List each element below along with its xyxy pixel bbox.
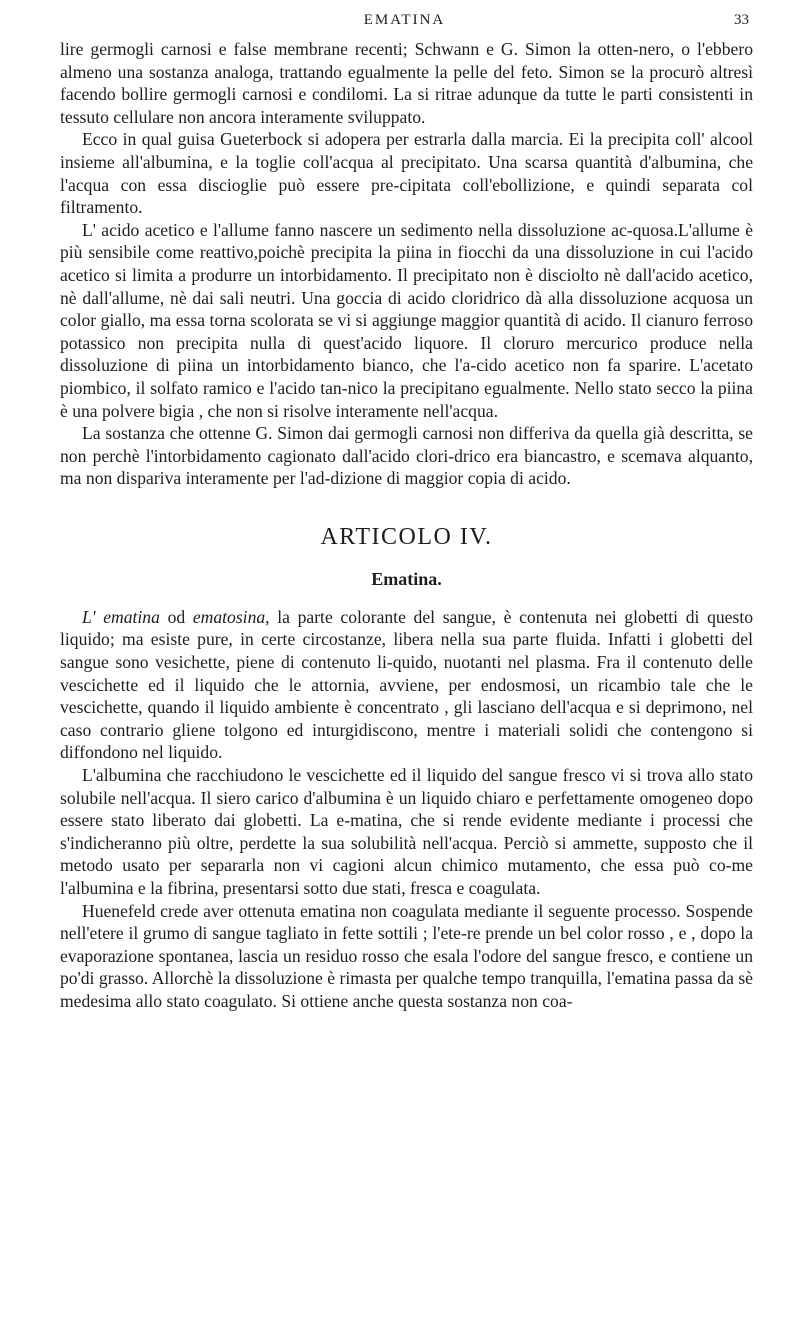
intro-rest: , la parte colorante del sangue, è contenuta nei globetti di questo liquido; ma esiste pure, in certe circostanze, libera nella sua parte fluida. Infatti i globetti del sangue sono vesichette, piene di contenuto li-quido, nuotanti nel plasma. Fra il contenuto delle vescichette ed il liquido che le attornia, avviene, per endosmosi, un ricambio tale che le vescichette, quando il liquido ambiente è concentrato , gli lasciano dell'acqua e si deprimono, nel caso contrario gliene tolgono ed inturgidiscono, mentre i materiali solidi che contengono si diffondono nel liquido. <box>60 606 753 763</box>
page-number: 33 <box>734 12 749 28</box>
paragraph-gueterbock: Ecco in qual guisa Gueterbock si adopera per estrarla dalla marcia. Ei la precipita coll' alcool insieme all'albumina, e la toglie coll'acqua al precipitato. Una scarsa quantità d'albumina, che l'acqua con essa discioglie può essere pre-cipitata coll'ebollizione, e quindi separata col filtramento. <box>60 129 753 218</box>
paragraph-ematina-intro <box>60 606 753 764</box>
paragraph-continued: lire germogli carnosi e false membrane recenti; Schwann e G. Simon la otten-nero, o l'ebbero almeno una sostanza analoga, trattando egualmente la pelle del feto. Simon se la procurò altresì facendo bollire germogli carnosi e condilomi. La si ritrae adunque da tutte le parti consistenti in tessuto cellulare non ancora interamente sviluppato. <box>60 39 753 127</box>
term-ematosina: ematosina <box>192 606 266 627</box>
paragraph-huenefeld: Huenefeld crede aver ottenuta ematina non coagulata mediante il seguente processo. Sospende nell'etere il grumo di sangue tagliato in fette sottili ; l'ete-re prende un bel color rosso , e , dopo la evaporazione spontanea, lascia un residuo rosso che esala l'odore del sangue fresco, e contiene un po'di grasso. Allorchè la dissoluzione è rimasta per qualche tempo tranquilla, l'ematina passa da sè medesima allo stato coagulato. Si ottiene anche questa sostanza non coa- <box>60 900 753 1011</box>
page-header <box>60 12 749 36</box>
article-subtitle: Ematina. <box>371 568 442 589</box>
term-ematina: L' ematina <box>82 606 160 627</box>
article-heading: ARTICOLO IV. <box>320 523 493 550</box>
paragraph-acido-acetico: L' acido acetico e l'allume fanno nascere un sedimento nella dissoluzione ac-quosa.L'allume è più sensibile come reattivo,poichè precipita la piina in fiocchi da una dissoluzione in cui l'acido acetico si limita a produrre un intorbidamento. Il precipitato non è disciolto nè dall'acido acetico, nè dall'allume, nè dai sali neutri. Una goccia di acido cloridrico dà alla dissoluzione acquosa un color giallo, ma essa torna scolorata se vi si aggiunge maggior quantità di acido. Il cianuro ferroso potassico non precipita nulla di quest'acido liquore. Il cloruro mercurico produce nella dissoluzione di piina un intorbidamento bianco, che l'a-cido acetico non fa sparire. L'acetato piombico, il solfato ramico e l'acido tan-nico la precipitano egualmente. Nello stato secco la piina è una polvere bigia , che non si risolve interamente nell'acqua. <box>60 219 753 421</box>
paragraph-simon: La sostanza che ottenne G. Simon dai germogli carnosi non differiva da quella già descritta, se non perchè l'intorbidamento cagionato dall'acido clori-drico era biancastro, e scemava alquanto, ma non dispariva interamente per l'ad-dizione di maggior copia di acido. <box>60 423 753 489</box>
running-title: EMATINA <box>363 12 446 28</box>
page-body <box>60 38 753 1013</box>
paragraph-albumina: L'albumina che racchiudono le vescichette ed il liquido del sangue fresco vi si trova allo stato solubile nell'acqua. Il siero carico d'albumina è un liquido chiaro e perfettamente omogeneo dopo essere stato liberato dai globetti. La e-matina, che si rende evidente mediante i processi che s'indicheranno più oltre, perdette la sua solubilità nell'acqua. Perciò si ammette, supposto che il metodo usato per separarla non vi cagioni alcun chimico mutamento, che essa può co-me l'albumina e la fibrina, presentarsi sotto due stati, fresca e coagulata. <box>60 765 753 898</box>
connector-text: od <box>167 606 186 627</box>
